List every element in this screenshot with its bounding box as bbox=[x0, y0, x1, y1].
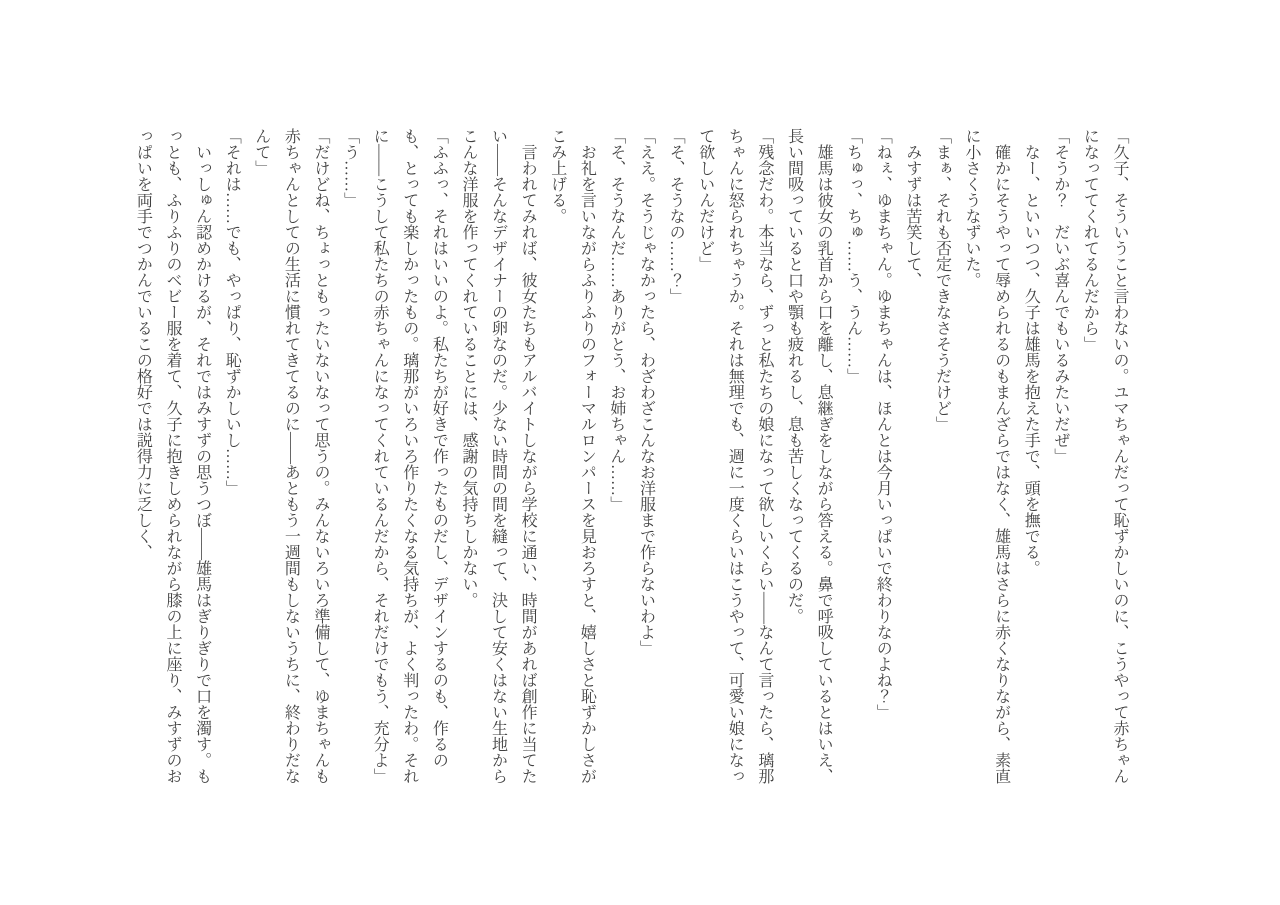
dialogue-paragraph-2: 「そうか？ だいぶ喜んでもいるみたいだぜ」 bbox=[1051, 128, 1069, 464]
narration-paragraph-6: みすずは苦笑して、 bbox=[903, 144, 921, 288]
narration-paragraph-4: 確かにそうやって辱められるのもまんざらではなく、雄馬はさらに赤くなりながら、素直に小さくうなずいた。 bbox=[963, 128, 1010, 784]
dialogue-paragraph-16: 「ふふっ、それはいいのよ。私たちが好きで作ったものだし、デザインするのも、作るのも、とっても楽しかったもの。璃那がいろいろ作りたくなる気持ちが、よく判ったわ。それに――こうして私たちの赤ちゃんになってくれているんだから、それだけでもう、充分よ」 bbox=[371, 128, 448, 784]
narration-paragraph-15: 言われてみれば、彼女たちもアルバイトしながら学校に通い、時間があれば創作に当てたい――そんなデザイナーの卵なのだ。少ない時間の間を縫って、決して安くはない生地からこんな洋服を作ってくれていることには、感謝の気持ちしかない。 bbox=[459, 128, 537, 784]
vertical-text-block bbox=[128, 128, 1134, 786]
narration-paragraph-14: お礼を言いながらふりふりのフォーマルロンパースを見おろすと、嬉しさと恥ずかしさがこみ上げる。 bbox=[548, 128, 596, 784]
narration-paragraph-20: いっしゅん認めかけるが、それではみすずの思うつぼ――雄馬はぎりぎりで口を濁す。もっとも、ふりふりのベビー服を着て、久子に抱きしめられながら膝の上に座り、みすずのおっぱいを両手でつかんでいるこの格好では説得力に乏しく、 bbox=[134, 128, 211, 784]
dialogue-paragraph-17: 「う……」 bbox=[341, 128, 359, 208]
narration-paragraph-3: なー、といいつつ、久子は雄馬を抱えた手で、頭を撫でる。 bbox=[1022, 144, 1040, 576]
dialogue-paragraph-5: 「まぁ、それも否定できなさそうだけど」 bbox=[933, 128, 951, 432]
dialogue-paragraph-18: 「だけどね、ちょっともったいないなって思うの。みんないろいろ準備して、ゆまちゃんも赤ちゃんとしての生活に慣れてきてるのに――あともう一週間もしないうちに、終わりだなんて」 bbox=[252, 128, 329, 784]
narration-paragraph-9: 雄馬は彼女の乳首から口を離し、息継ぎをしながら答える。鼻で呼吸しているとはいえ、長い間吸っていると口や顎も疲れるし、息も苦しくなってくるのだ。 bbox=[785, 128, 833, 784]
dialogue-paragraph-12: 「ええ。そうじゃなかったら、わざわざこんなお洋服まで作らないわよ」 bbox=[637, 128, 655, 656]
dialogue-paragraph-1: 「久子、そういうこと言わないの。ユマちゃんだって恥ずかしいのに、こうやって赤ちゃんになっててくれてるんだから」 bbox=[1081, 128, 1128, 784]
dialogue-paragraph-13: 「そ、そうなんだ……ありがとう、お姉ちゃん……」 bbox=[607, 128, 625, 512]
dialogue-paragraph-11: 「そ、そうなの……？」 bbox=[667, 128, 685, 304]
dialogue-paragraph-10: 「残念だわ。本当なら、ずっと私たちの娘になって欲しいくらい――なんて言ったら、璃那ちゃんに怒られちゃうか。それは無理でも、週に一度くらいはこうやって、可愛い娘になって欲しいんだけど」 bbox=[696, 128, 773, 784]
dialogue-paragraph-8: 「ちゅっ、ちゅ……う、うん……」 bbox=[844, 128, 862, 384]
dialogue-paragraph-7: 「ねぇ、ゆまちゃん。ゆまちゃんは、ほんとは今月いっぱいで終わりなのよね？」 bbox=[874, 128, 892, 720]
dialogue-paragraph-19: 「それは……でも、やっぱり、恥ずかしいし……」 bbox=[223, 128, 241, 496]
